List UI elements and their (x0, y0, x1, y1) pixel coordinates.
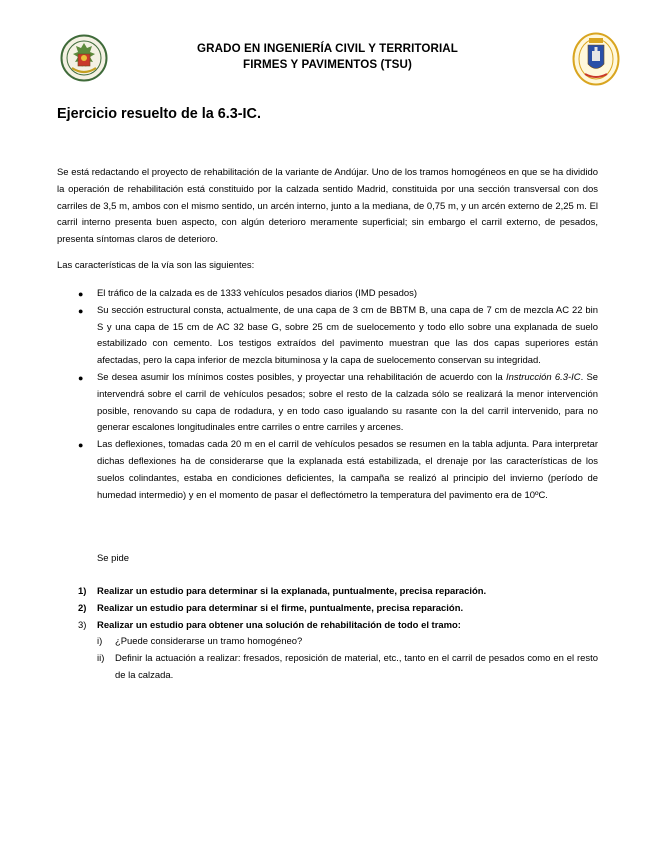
exercise-title: Ejercicio resuelto de la 6.3-IC. (57, 106, 261, 122)
list-item (97, 651, 598, 685)
header-degree: GRADO EN INGENIERÍA CIVIL Y TERRITORIAL (197, 42, 458, 55)
list-item (57, 601, 598, 618)
rehab-post-text: . Se intervendrá sobre el carril de vehículos pesados; sobre el resto de la calzada sólo se realizará la menor intervención posible, renovando su capa de rodadura, y en todo caso igualando su rasante con la del carril intervenido, para no generar escalones longitudinales entre carriles o entre carriles y arcenes. (97, 371, 598, 434)
instruction-reference: Instrucción 6.3-IC (506, 371, 581, 383)
list-item (57, 584, 598, 601)
se-pide-label: Se pide (97, 553, 130, 564)
traffic-text: El tráfico de la calzada es de 1333 vehículos pesados diarios (IMD pesados) (97, 288, 418, 299)
bullet-icon: ● (78, 305, 84, 316)
list-item (57, 370, 598, 437)
task-number: 1) (78, 586, 87, 597)
list-item (57, 286, 598, 303)
task-3-subitems (97, 634, 598, 684)
tasks-list (57, 584, 598, 685)
list-item (57, 303, 598, 370)
task-number: 2) (78, 602, 87, 614)
bullet-icon: ● (78, 440, 84, 451)
list-item (57, 618, 598, 685)
intro-paragraph: Se está redactando el proyecto de rehabilitación de la variante de Andújar. Uno de los tramos homogéneos en que se ha dividido la operación de rehabilitación está constituido por la calzada sentido Madrid, constituida por una sección transversal con dos carriles de 3,5 m, ambos con el mismo sentido, un arcén interno, junto a la mediana, de 0,75 m, y un arcén externo de 2,25 m. El carril interno presenta buen aspecto, con algún deterioro meramente superficial; sin embargo el carril externo, de pesados, presenta síntomas claros de deterioro. (57, 167, 598, 246)
document-header (130, 41, 525, 73)
bullet-icon: ● (78, 289, 84, 299)
characteristics-intro: Las características de la vía son las siguientes: (57, 260, 255, 271)
section-structure-text: Su sección estructural consta, actualmente, de una capa de 3 cm de BBTM B, una capa de 7 cm de mezcla AC 22 bin S y una capa de 15 cm de AC 32 base G, sobre 25 cm de suelocemento y todo ello sobre una explanada de suelo estabilizado con cemento. Los testigos extraídos del pavimento muestran que las dos capas superiores están afectadas, pero la capa inferior de mezcla bituminosa y la capa de suelocemento conservan su integridad. (97, 304, 598, 367)
task-3-text: Realizar un estudio para obtener una solución de rehabilitación de todo el tramo: (97, 619, 461, 631)
subitem-number: i) (97, 636, 103, 648)
rehab-pre-text: Se desea asumir los mínimos costes posibles, y proyectar una rehabilitación de acuerdo con la (97, 371, 506, 383)
task-number: 3) (78, 619, 87, 631)
list-item (97, 634, 598, 651)
subitem-number: ii) (97, 653, 105, 665)
deflections-text: Las deflexiones, tomadas cada 20 m en el carril de vehículos pesados se resumen en la tabla adjunta. Para interpretar dichas deflexiones ha de considerarse que la explanada está estabilizada, el drenaje por las características de los suelos colindantes, estaba en condiciones deficientes, la campaña se realizó al principio del invierno (período de humedad intermedio) y en el momento de pasar el deflectómetro la temperatura del pavimento era de 10ºC. (97, 439, 598, 501)
characteristics-list (57, 286, 598, 504)
subitem-ii-text: Definir la actuación a realizar: fresados, reposición de material, etc., tanto en el carril de pesados como en el resto de la calzada. (115, 653, 598, 681)
university-seal-logo (60, 34, 108, 82)
subitem-i-text: ¿Puede considerarse un tramo homogéneo? (115, 636, 303, 648)
task-1-text: Realizar un estudio para determinar si la explanada, puntualmente, precisa reparación. (97, 586, 487, 597)
list-item (57, 437, 598, 504)
bullet-icon: ● (78, 372, 84, 383)
header-course: FIRMES Y PAVIMENTOS (TSU) (243, 58, 412, 71)
task-2-text: Realizar un estudio para determinar si el firme, puntualmente, precisa reparación. (97, 602, 464, 614)
coat-of-arms-logo (572, 32, 620, 86)
